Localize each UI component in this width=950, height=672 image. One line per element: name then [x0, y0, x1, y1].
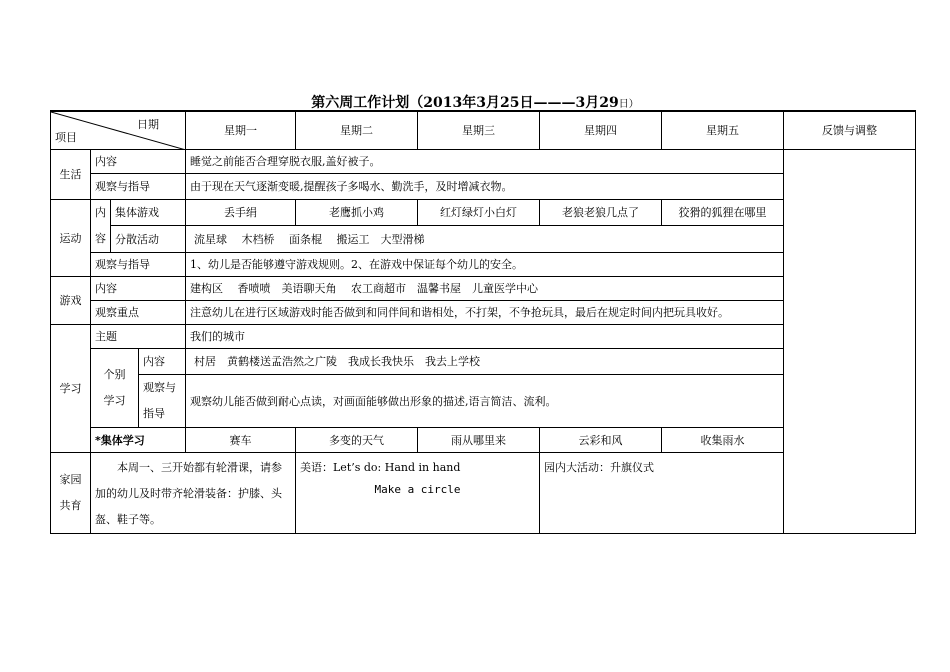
sport-group-label: 集体游戏	[111, 199, 186, 226]
day-wednesday: 星期三	[418, 111, 540, 149]
sport-content-char-2: 容	[95, 231, 106, 245]
life-label: 生活	[51, 149, 91, 199]
study-theme: 我们的城市	[186, 324, 784, 348]
header-row	[51, 111, 916, 149]
day-tuesday: 星期二	[296, 111, 418, 149]
page-title	[0, 92, 950, 112]
day-friday: 星期五	[662, 111, 784, 149]
study-group-friday: 收集雨水	[662, 427, 784, 452]
life-content-row	[51, 149, 916, 173]
home-english-1: 美语：Let’s do: Hand in hand	[300, 460, 461, 474]
sport-guide: 1、幼儿是否能够遵守游戏规则。2、在游戏中保证每个幼儿的安全。	[186, 252, 784, 276]
life-content-label: 内容	[91, 149, 186, 173]
sport-free-label: 分散活动	[111, 226, 186, 253]
work-plan-table	[50, 110, 916, 534]
home-label-1: 家园	[59, 472, 82, 486]
day-thursday: 星期四	[540, 111, 662, 149]
home-text: 本周一、三开始都有轮滑课，请参加的幼儿及时带齐轮滑装备：护膝、头盔、鞋子等。	[91, 452, 296, 533]
sport-game-monday: 丢手绢	[186, 199, 296, 226]
sport-game-tuesday: 老鹰抓小鸡	[296, 199, 418, 226]
play-focus-label: 观察重点	[91, 300, 186, 324]
header-corner-cell	[51, 111, 186, 149]
sport-game-wednesday: 红灯绿灯小白灯	[418, 199, 540, 226]
study-group-monday: 赛车	[186, 427, 296, 452]
feedback-cell	[784, 149, 916, 533]
play-focus: 注意幼儿在进行区域游戏时能否做到和同伴间和谐相处，不打架，不争抢玩具，最后在规定时间内把玩具收好。	[186, 300, 784, 324]
study-guide-label	[139, 374, 186, 427]
sport-guide-label: 观察与指导	[91, 252, 186, 276]
study-indiv-label-1: 个别	[103, 367, 126, 381]
life-guide-label: 观察与指导	[91, 173, 186, 199]
study-theme-label: 主题	[91, 324, 186, 348]
date-label: 日期	[137, 118, 159, 131]
study-guide-label-1: 观察与	[143, 380, 176, 394]
study-indiv-label	[91, 348, 139, 427]
sport-game-thursday: 老狼老狼几点了	[540, 199, 662, 226]
sport-label: 运动	[51, 199, 91, 276]
study-group-label: *集体学习	[91, 427, 186, 452]
title-main: 第六周工作计划（2013年3月25日———3月29	[311, 95, 619, 111]
home-english-2: Make a circle	[374, 482, 461, 496]
play-content-label: 内容	[91, 276, 186, 300]
home-english	[296, 452, 540, 533]
sport-content-label	[91, 199, 111, 252]
title-suffix: 日）	[618, 99, 639, 110]
home-label	[51, 452, 91, 533]
item-label: 项目	[55, 130, 77, 144]
play-label: 游戏	[51, 276, 91, 324]
study-guide: 观察幼儿能否做到耐心点读，对画面能够做出形象的描述,语言简洁、流利。	[186, 374, 784, 427]
study-indiv-label-2: 学习	[103, 393, 126, 407]
sport-content-char-1: 内	[95, 205, 106, 219]
study-guide-label-2: 指导	[143, 406, 165, 420]
life-content: 睡觉之前能否合理穿脱衣服,盖好被子。	[186, 149, 784, 173]
feedback-header: 反馈与调整	[784, 111, 916, 149]
play-content: 建构区 香喷喷 美语聊天角 农工商超市 温馨书屋 儿童医学中心	[186, 276, 784, 300]
study-content: 村居 黄鹤楼送孟浩然之广陵 我成长我快乐 我去上学校	[186, 348, 784, 374]
sport-free: 流星球 木档桥 面条棍 搬运工 大型滑梯	[186, 226, 784, 253]
study-content-label: 内容	[139, 348, 186, 374]
study-label: 学习	[51, 324, 91, 452]
study-group-thursday: 云彩和风	[540, 427, 662, 452]
home-activity: 园内大活动：升旗仪式	[540, 452, 784, 533]
day-monday: 星期一	[186, 111, 296, 149]
life-guide: 由于现在天气逐渐变暖,提醒孩子多喝水、勤洗手，及时增减衣物。	[186, 173, 784, 199]
home-label-2: 共育	[59, 498, 82, 512]
sport-game-friday: 狡猾的狐狸在哪里	[662, 199, 784, 226]
study-group-wednesday: 雨从哪里来	[418, 427, 540, 452]
study-group-tuesday: 多变的天气	[296, 427, 418, 452]
